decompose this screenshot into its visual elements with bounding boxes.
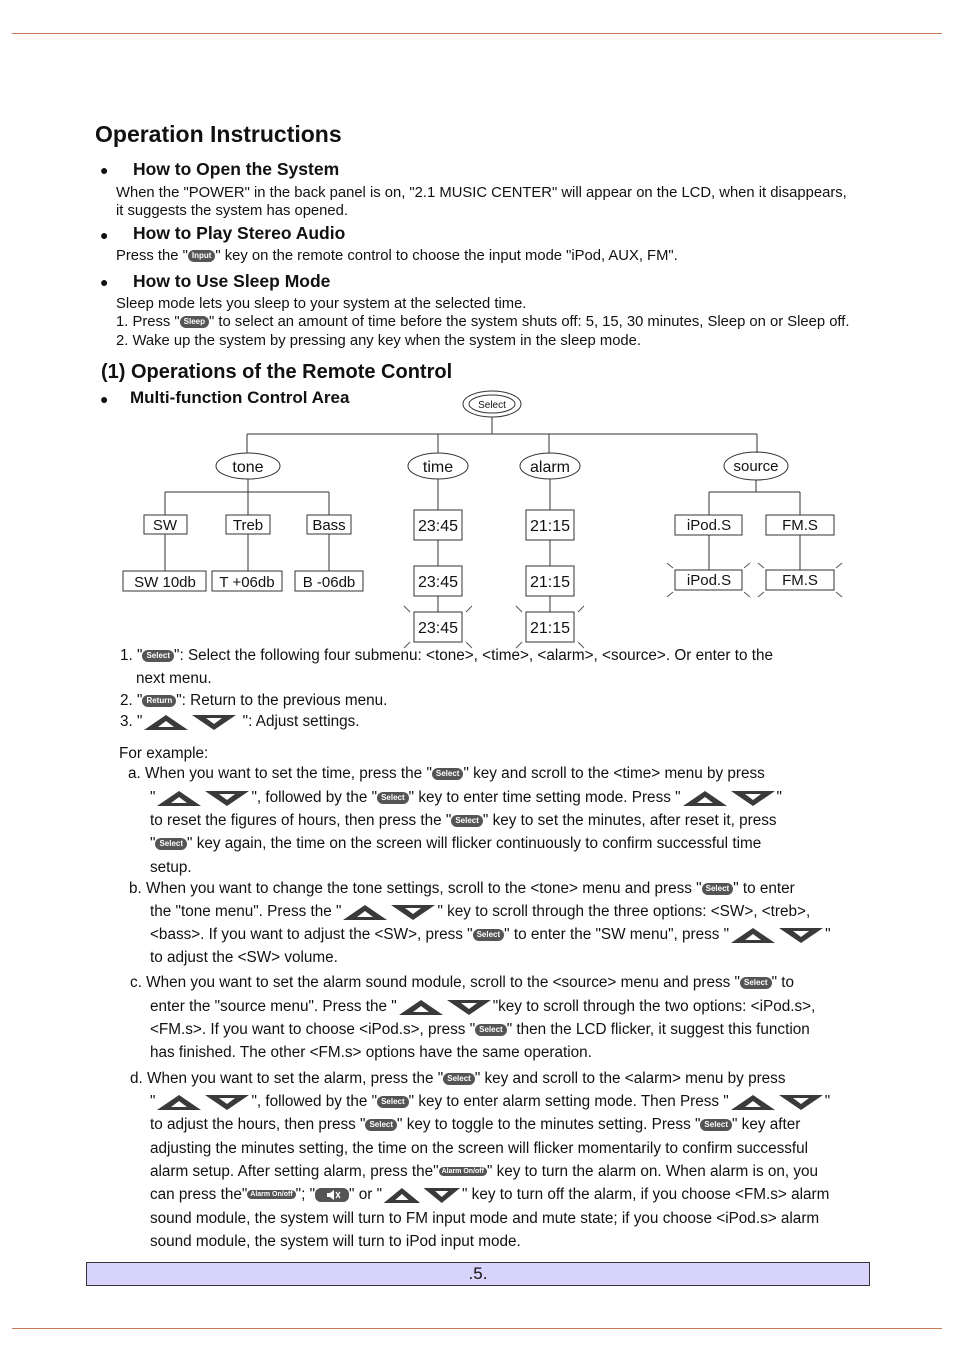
bullet-icon: ● [100,274,109,290]
example-c-line-1: c. When you want to set the alarm sound module, scroll to the <source> menu and press " Select " to [130,974,794,991]
select-key-icon: Select [142,650,174,662]
example-c-line-3: <FM.s>. If you want to choose <iPod.s>, press " Select " then the LCD flicker, it suggest this function [150,1021,810,1038]
open-system-heading: How to Open the System [133,159,340,179]
select-key-icon: Select [377,792,409,804]
select-key-icon: Select [443,1073,475,1085]
example-c-line-2: enter the "source menu". Press the " "key to scroll through the two options: <iPod.s>, [150,998,816,1015]
tone-value-bass: B -06db [302,574,356,591]
bullet-icon: ● [100,227,109,243]
return-key-icon: Return [142,695,176,707]
example-d-line-8: sound module, the system will turn to iPod input mode. [150,1233,521,1250]
alarm-display-2: 21:15 [529,574,571,591]
select-key-icon: Select [475,1024,507,1036]
up-down-arrows-icon [341,903,437,921]
example-d-line-6: can press the" Alarm On/off "; " " or " " key to turn off the alarm, if you choose <FM.s> alarm [150,1186,830,1203]
sleep-key-icon: Sleep [180,316,209,328]
select-key-icon: Select [432,768,464,780]
up-down-arrows-icon [397,998,493,1016]
remote-heading: (1) Operations of the Remote Control [101,361,453,383]
select-key-icon: Select [377,1096,409,1108]
menu-diagram [0,0,954,650]
menu-time: time [422,459,454,476]
select-key-icon: Select [700,1119,732,1131]
alarm-display-3: 21:15 [529,620,571,637]
bottom-rule [12,1328,942,1329]
up-down-arrows-icon [729,926,825,944]
select-key-icon: Select [473,929,505,941]
up-down-arrows-icon [382,1186,462,1204]
play-stereo-text: Press the " Input " key on the remote control to choose the input mode "iPod, AUX, FM". [116,248,678,264]
example-intro: For example: [119,745,209,762]
time-display-3: 23:45 [417,620,459,637]
up-down-arrows-icon [155,789,251,807]
note-1-cont: next menu. [136,670,212,687]
sleep-mode-line-1: Sleep mode lets you sleep to your system at the selected time. [116,296,527,312]
sleep-mode-line-3: 2. Wake up the system by pressing any key when the system in the sleep mode. [116,333,642,349]
source-item-fm: FM.S [782,517,818,534]
up-down-arrows-icon [155,1093,251,1111]
select-key-icon: Select [365,1119,397,1131]
example-d-line-1: d. When you want to set the alarm, press the " Select " key and scroll to the <alarm> menu by press [130,1070,786,1087]
up-down-arrows-icon [729,1093,825,1111]
menu-alarm: alarm [529,459,571,476]
example-a-line-4: " Select " key again, the time on the screen will flicker continuously to confirm successful time [150,835,762,852]
input-key-icon: Input [188,250,216,262]
example-a-line-2: " ", followed by the " Select " key to enter time setting mode. Press " " [150,789,782,806]
tone-item-bass: Bass [312,517,346,534]
tone-item-treb: Treb [232,517,264,534]
select-key-icon: Select [155,838,187,850]
example-a-line-3: to reset the figures of hours, then press the " Select " key to set the minutes, after reset it, press [150,812,777,829]
example-b-line-1: b. When you want to change the tone settings, scroll to the <tone> menu and press " Select " to enter [129,880,795,897]
page-title: Operation Instructions [95,121,342,147]
open-system-text-2: it suggests the system has opened. [116,203,348,219]
select-key-icon: Select [451,815,483,827]
page-number: .5. [468,1264,488,1283]
example-a-line-5: setup. [150,859,192,876]
example-d-line-4: adjusting the minutes setting, the time on the screen will flicker momentarily to confirm successful [150,1140,809,1157]
page-number-bar [86,1262,870,1286]
flicker-marks [404,563,842,648]
play-stereo-heading: How to Play Stereo Audio [133,223,346,243]
alarm-display-1: 21:15 [529,518,571,535]
example-d-line-3: to adjust the hours, then press " Select " key to toggle to the minutes setting. Press " Select " key after [150,1116,801,1133]
note-3: 3. " ": Adjust settings. [120,713,360,731]
mute-key-icon [315,1187,349,1203]
bullet-icon: ● [100,391,109,407]
example-b-line-3: <bass>. If you want to adjust the <SW>, press " Select " to enter the "SW menu", press " " [150,926,831,943]
example-d-line-2: " ", followed by the " Select " key to enter alarm setting mode. Then Press " " [150,1093,831,1110]
note-2: 2. " Return ": Return to the previous menu. [120,692,388,709]
remote-subheading: Multi-function Control Area [130,388,350,407]
open-system-text-1: When the "POWER" in the back panel is on, "2.1 MUSIC CENTER" will appear on the LCD, when it disappears, [116,185,847,201]
example-c-line-4: has finished. The other <FM.s> options have the same operation. [150,1044,592,1061]
menu-tone: tone [232,459,264,476]
tone-item-sw: SW [152,517,178,534]
tone-value-sw: SW 10db [134,574,196,591]
example-d-line-5: alarm setup. After setting alarm, press the" Alarm On/off " key to turn the alarm on. When alarm is on, you [150,1163,819,1180]
example-a-line-1: a. When you want to set the time, press the " Select " key and scroll to the <time> menu by press [128,765,765,782]
note-1: 1. " Select ": Select the following four submenu: <tone>, <time>, <alarm>, <source>. Or enter to the [120,647,773,664]
source-value-ipod: iPod.S [686,572,732,589]
bullet-icon: ● [100,162,109,178]
select-key-icon: Select [702,883,734,895]
sleep-mode-heading: How to Use Sleep Mode [133,271,331,291]
menu-source: source [733,458,779,475]
up-down-arrows-icon [142,713,238,731]
example-d-line-7: sound module, the system will turn to FM input mode and mute state; if you choose <iPod.s> alarm [150,1210,820,1227]
sleep-mode-line-2: 1. Press " Sleep " to select an amount of time before the system shuts off: 5, 15, 30 minutes, Sleep on or Sleep off. [116,314,850,330]
time-display-2: 23:45 [417,574,459,591]
source-value-fm: FM.S [782,572,818,589]
select-key-icon: Select [740,977,772,989]
diagram-root-select: Select [478,400,506,411]
tone-value-treb: T +06db [219,574,275,591]
example-b-line-4: to adjust the <SW> volume. [150,949,338,966]
up-down-arrows-icon [681,789,777,807]
time-display-1: 23:45 [417,518,459,535]
example-b-line-2: the "tone menu". Press the " " key to scroll through the three options: <SW>, <treb>, [150,903,811,920]
alarm-key-icon: Alarm On/off [439,1167,487,1176]
alarm-key-icon: Alarm On/off [247,1190,295,1199]
source-item-ipod: iPod.S [686,517,732,534]
